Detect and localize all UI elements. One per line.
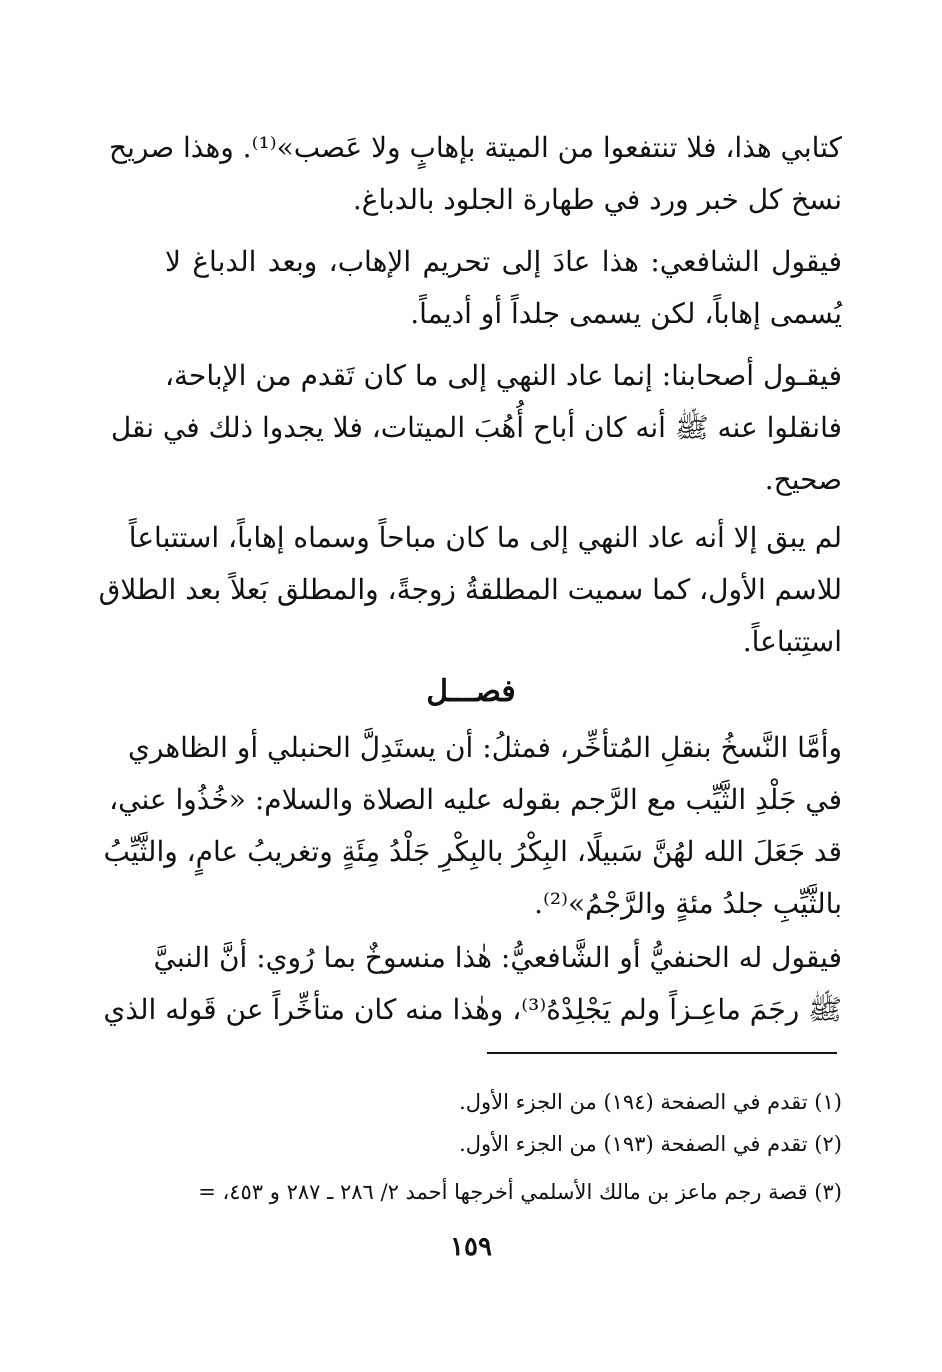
text-line: لم يبق إلا أنه عاد النهي إلى ما كان مباحاً وسماه إهاباً، استتباعاً	[128, 521, 842, 554]
section-heading	[0, 670, 942, 714]
section-heading-text: فصـــل	[426, 674, 516, 709]
text-line: بالثَّيِّبِ جلدُ مئةٍ والرَّجْمُ»⁽²⁾.	[534, 887, 842, 920]
text-line: نسخ كل خبر ورد في طهارة الجلود بالدباغ.	[352, 183, 842, 216]
paragraph-1	[109, 122, 842, 226]
footnote-2: (٢) تقدم في الصفحة (١٩٣) من الجزء الأول.	[459, 1132, 842, 1156]
text-line: للاسم الأول، كما سميت المطلقةُ زوجةً، والمطلق بَعلاً بعد الطلاق	[98, 573, 842, 606]
text-line: صحيح.	[764, 463, 842, 496]
paragraph-3	[110, 350, 842, 506]
footnote-3: (٣) قصة رجم ماعز بن مالك الأسلمي أخرجها أحمد ٢/ ٢٨٦ ـ ٢٨٧ و ٤٥٣، =	[198, 1180, 842, 1204]
text-line: في جَلْدِ الثَّيِّب مع الرَّجم بقوله عليه الصلاة والسلام: «خُذُوا عني،	[109, 783, 842, 816]
paragraph-4	[98, 512, 842, 668]
footnote-divider	[487, 1052, 837, 1054]
text-line: كتابي هذا، فلا تنتفعوا من الميتة بإهابٍ ولا عَصب»⁽¹⁾. وهذا صريح	[109, 131, 842, 164]
text-line: فيقـول أصحابنا: إنما عاد النهي إلى ما كان تَقدم من الإباحة،	[165, 359, 842, 392]
text-line: يُسمى إهاباً، لكن يسمى جلداً أو أديماً.	[410, 297, 842, 330]
text-line: فانقلوا عنه ﷺ أنه كان أباح أُهُبَ الميتات، فلا يجدوا ذلك في نقل	[110, 411, 842, 444]
page-number: ١٥٩	[450, 1232, 492, 1262]
paragraph-6	[103, 932, 842, 1036]
paragraph-2	[165, 236, 842, 340]
text-line: ﷺ رجَمَ ماعِـزاً ولم يَجْلِدْهُ⁽³⁾، وهٰذا منه كان متأخِّراً عن قَوله الذي	[103, 993, 842, 1026]
text-line: فيقول له الحنفيُّ أو الشَّافعيُّ: هٰذا منسوخٌ بما رُوي: أنَّ النبيَّ	[153, 941, 842, 974]
text-line: قد جَعَلَ الله لهُنَّ سَبيلًا، البِكْرُ بالبِكْرِ جَلْدُ مِئَةٍ وتغريبُ عامٍ، والثَّيِّبُ	[103, 835, 842, 868]
text-line: استِتباعاً.	[742, 625, 842, 658]
footnote-1: (١) تقدم في الصفحة (١٩٤) من الجزء الأول.	[459, 1090, 842, 1114]
paragraph-5	[103, 722, 842, 930]
text-line: وأمَّا النَّسخُ بنقلِ المُتأخِّر، فمثلُ: أن يستَدِلَّ الحنبلي أو الظاهري	[127, 731, 842, 764]
text-line: فيقول الشافعي: هذا عادَ إلى تحريم الإهاب، وبعد الدباغ لا	[165, 245, 842, 278]
